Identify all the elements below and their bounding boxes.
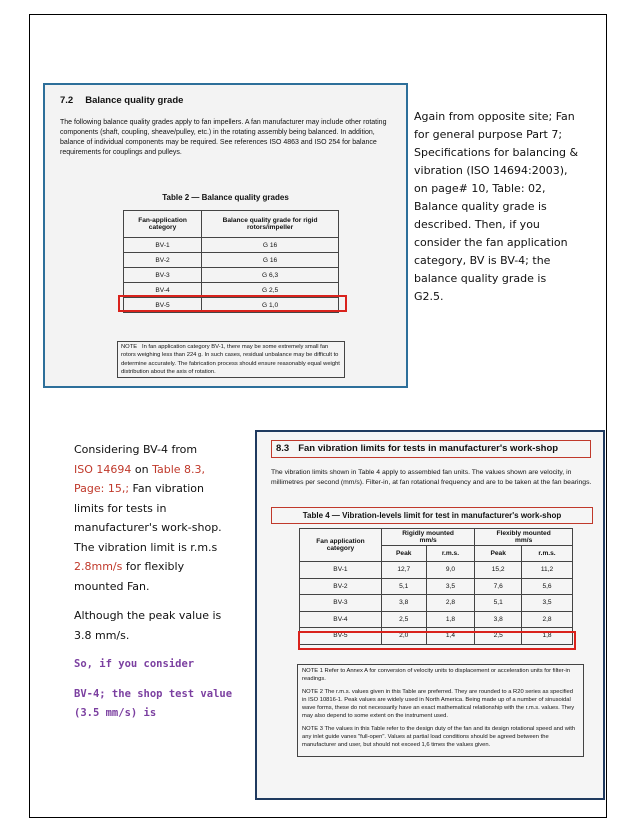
section-number: 8.3	[276, 443, 290, 454]
section-title: Fan vibration limits for tests in manufacturer's work-shop	[298, 443, 559, 454]
table-title: Table 4 — Vibration-levels limit for test in manufacturer's work-shop	[271, 507, 593, 524]
table-row	[124, 238, 339, 253]
table-row	[300, 562, 573, 579]
table-reference: Table 8.3,	[152, 462, 206, 476]
table-cell: 3,8	[475, 611, 522, 628]
table-row	[300, 578, 573, 595]
table-subheader: r.m.s.	[426, 545, 475, 562]
table-notes	[297, 664, 584, 757]
table-note	[117, 341, 345, 378]
commentary-text: Considering BV-4 from	[74, 443, 198, 456]
table-cell: G 16	[202, 253, 339, 268]
table-cell: 1,8	[522, 628, 573, 645]
table-header: Balance quality grade for rigid rotors/impeller	[202, 211, 339, 238]
section-title: Balance quality grade	[85, 95, 184, 106]
commentary-text: on	[131, 462, 153, 476]
table-cell: 9,0	[426, 562, 475, 579]
bv4-highlight-box	[298, 631, 576, 650]
table-cell: BV-1	[124, 238, 202, 253]
table-cell: G 6,3	[202, 268, 339, 283]
section-paragraph: The vibration limits shown in Table 4 apply to assembled fan units. The values shown are velocity, in millimetres per second (mm/s). Filter-in, at fan rotational frequency and are to be taken at the fan bearings.	[271, 469, 592, 486]
table-cell: BV-5	[300, 628, 382, 645]
table-cell: BV-3	[124, 268, 202, 283]
note-text: In fan application category BV-1, there may be some extremely small fan rotors weighing less than 224 g. In such cases, residual unbalance may be difficult to determine accurately. The fabrication process should ensure reasonably equal weight distribution about the axis of rotation.	[121, 344, 340, 375]
section-heading	[60, 95, 183, 106]
table-cell: 11,2	[522, 562, 573, 579]
table-cell: 5,6	[522, 578, 573, 595]
header-label: Flexibly mounted	[496, 529, 551, 537]
table-cell: BV-5	[124, 298, 202, 313]
table-cell: 15,2	[475, 562, 522, 579]
table-cell: G 1,0	[202, 298, 339, 313]
commentary-emphasis: BV-4; the shop test value (3.5 mm/s) is	[74, 687, 233, 719]
table-row	[124, 268, 339, 283]
table-title: Table 2 — Balance quality grades	[162, 193, 289, 202]
table-cell: BV-2	[124, 253, 202, 268]
table-cell: 1,4	[426, 628, 475, 645]
table-header: Fan application category	[300, 529, 382, 562]
note-label: NOTE	[121, 344, 138, 350]
table-cell: 2,5	[381, 611, 426, 628]
commentary-emphasis: So, if you consider	[74, 658, 195, 670]
commentary-paragraph: Although the peak value is 3.8 mm/s.	[74, 609, 222, 642]
table-header-row	[300, 529, 573, 546]
header-unit: mm/s	[515, 536, 533, 544]
vibration-limits-excerpt	[255, 430, 605, 800]
table-header	[381, 529, 474, 546]
bv4-highlight-box	[118, 295, 347, 312]
table-subheader: Peak	[381, 545, 426, 562]
table-cell: BV-1	[300, 562, 382, 579]
table-cell: 2,0	[381, 628, 426, 645]
table-cell: 12,7	[381, 562, 426, 579]
table-cell: 7,6	[475, 578, 522, 595]
header-label: Rigidly mounted	[402, 529, 454, 537]
commentary-text: Fan vibration limits for tests in manufacturer's work-shop. The vibration limit is r.m.s	[74, 482, 222, 554]
table-cell: G 16	[202, 238, 339, 253]
table-cell: 2,5	[475, 628, 522, 645]
table-row	[300, 611, 573, 628]
table-note: NOTE 2 The r.m.s. values given in this Table are preferred. They are rounded to a R20 series as specified in ISO 10816-1. Peak values are widely used in North America. Being made up of a number of sinusoidal wave forms, these do not necessarily have an exact mathematical relationship with the r.m.s. values. They may also depend to some extent on the instrument used.	[302, 689, 575, 719]
vibration-limits-table	[299, 528, 573, 645]
commentary-text: for flexibly mounted Fan.	[74, 560, 185, 593]
table-cell: 3,5	[426, 578, 475, 595]
section-number: 7.2	[60, 95, 74, 106]
table-row	[300, 595, 573, 612]
table-row	[124, 253, 339, 268]
balance-quality-excerpt	[43, 83, 408, 388]
table-cell: BV-4	[300, 611, 382, 628]
section-paragraph: The following balance quality grades apply to fan impellers. A fan manufacturer may include other rotating components (shaft, coupling, sheave/pulley, etc.) in the rotating assembly being balanced. In addition, balance of individual components may be required. See references ISO 4863 and ISO 254 for balance requirements for couplings and pulleys.	[60, 119, 387, 156]
table-cell: 3,5	[522, 595, 573, 612]
header-unit: mm/s	[419, 536, 437, 544]
table-subheader: Peak	[475, 545, 522, 562]
table-note: NOTE 1 Refer to Annex A for conversion of velocity units to displacement or acceleration units for filter-in readings.	[302, 668, 571, 682]
vibration-limit-value: 2.8mm/s	[74, 560, 123, 573]
table-cell: 1,8	[426, 611, 475, 628]
table-cell: BV-3	[300, 595, 382, 612]
table-cell: 3,8	[381, 595, 426, 612]
table-cell: BV-4	[124, 283, 202, 298]
commentary-paragraph	[74, 440, 234, 596]
commentary-balance: Again from opposite site; Fan for general purpose Part 7; Specifications for balancing & vibration (ISO 14694:2003), on page# 10, Table: 02, Balance quality grade is described. Then, if you consider the fan application category, BV is BV-4; the balance quality grade is G2.5.	[414, 110, 579, 303]
table-header: Fan-application category	[124, 211, 202, 238]
table-header	[475, 529, 573, 546]
table-cell: 2,8	[522, 611, 573, 628]
commentary-vibration	[74, 440, 234, 724]
table-cell: 5,1	[381, 578, 426, 595]
table-cell: 5,1	[475, 595, 522, 612]
table-header-row	[124, 211, 339, 238]
table-cell: 2,8	[426, 595, 475, 612]
page-reference: Page: 15,;	[74, 482, 130, 495]
table-cell: BV-2	[300, 578, 382, 595]
table-subheader: r.m.s.	[522, 545, 573, 562]
table-cell: G 2,5	[202, 283, 339, 298]
section-heading	[271, 440, 591, 458]
table-note: NOTE 3 The values in this Table refer to the design duty of the fan and its design rotational speed and with any inlet guide vanes "full-open". Values at partial load conditions should be agreed between the manufacturer and user, but should not exceed 1,6 times the values given.	[302, 726, 576, 748]
iso-reference: ISO 14694	[74, 462, 132, 476]
